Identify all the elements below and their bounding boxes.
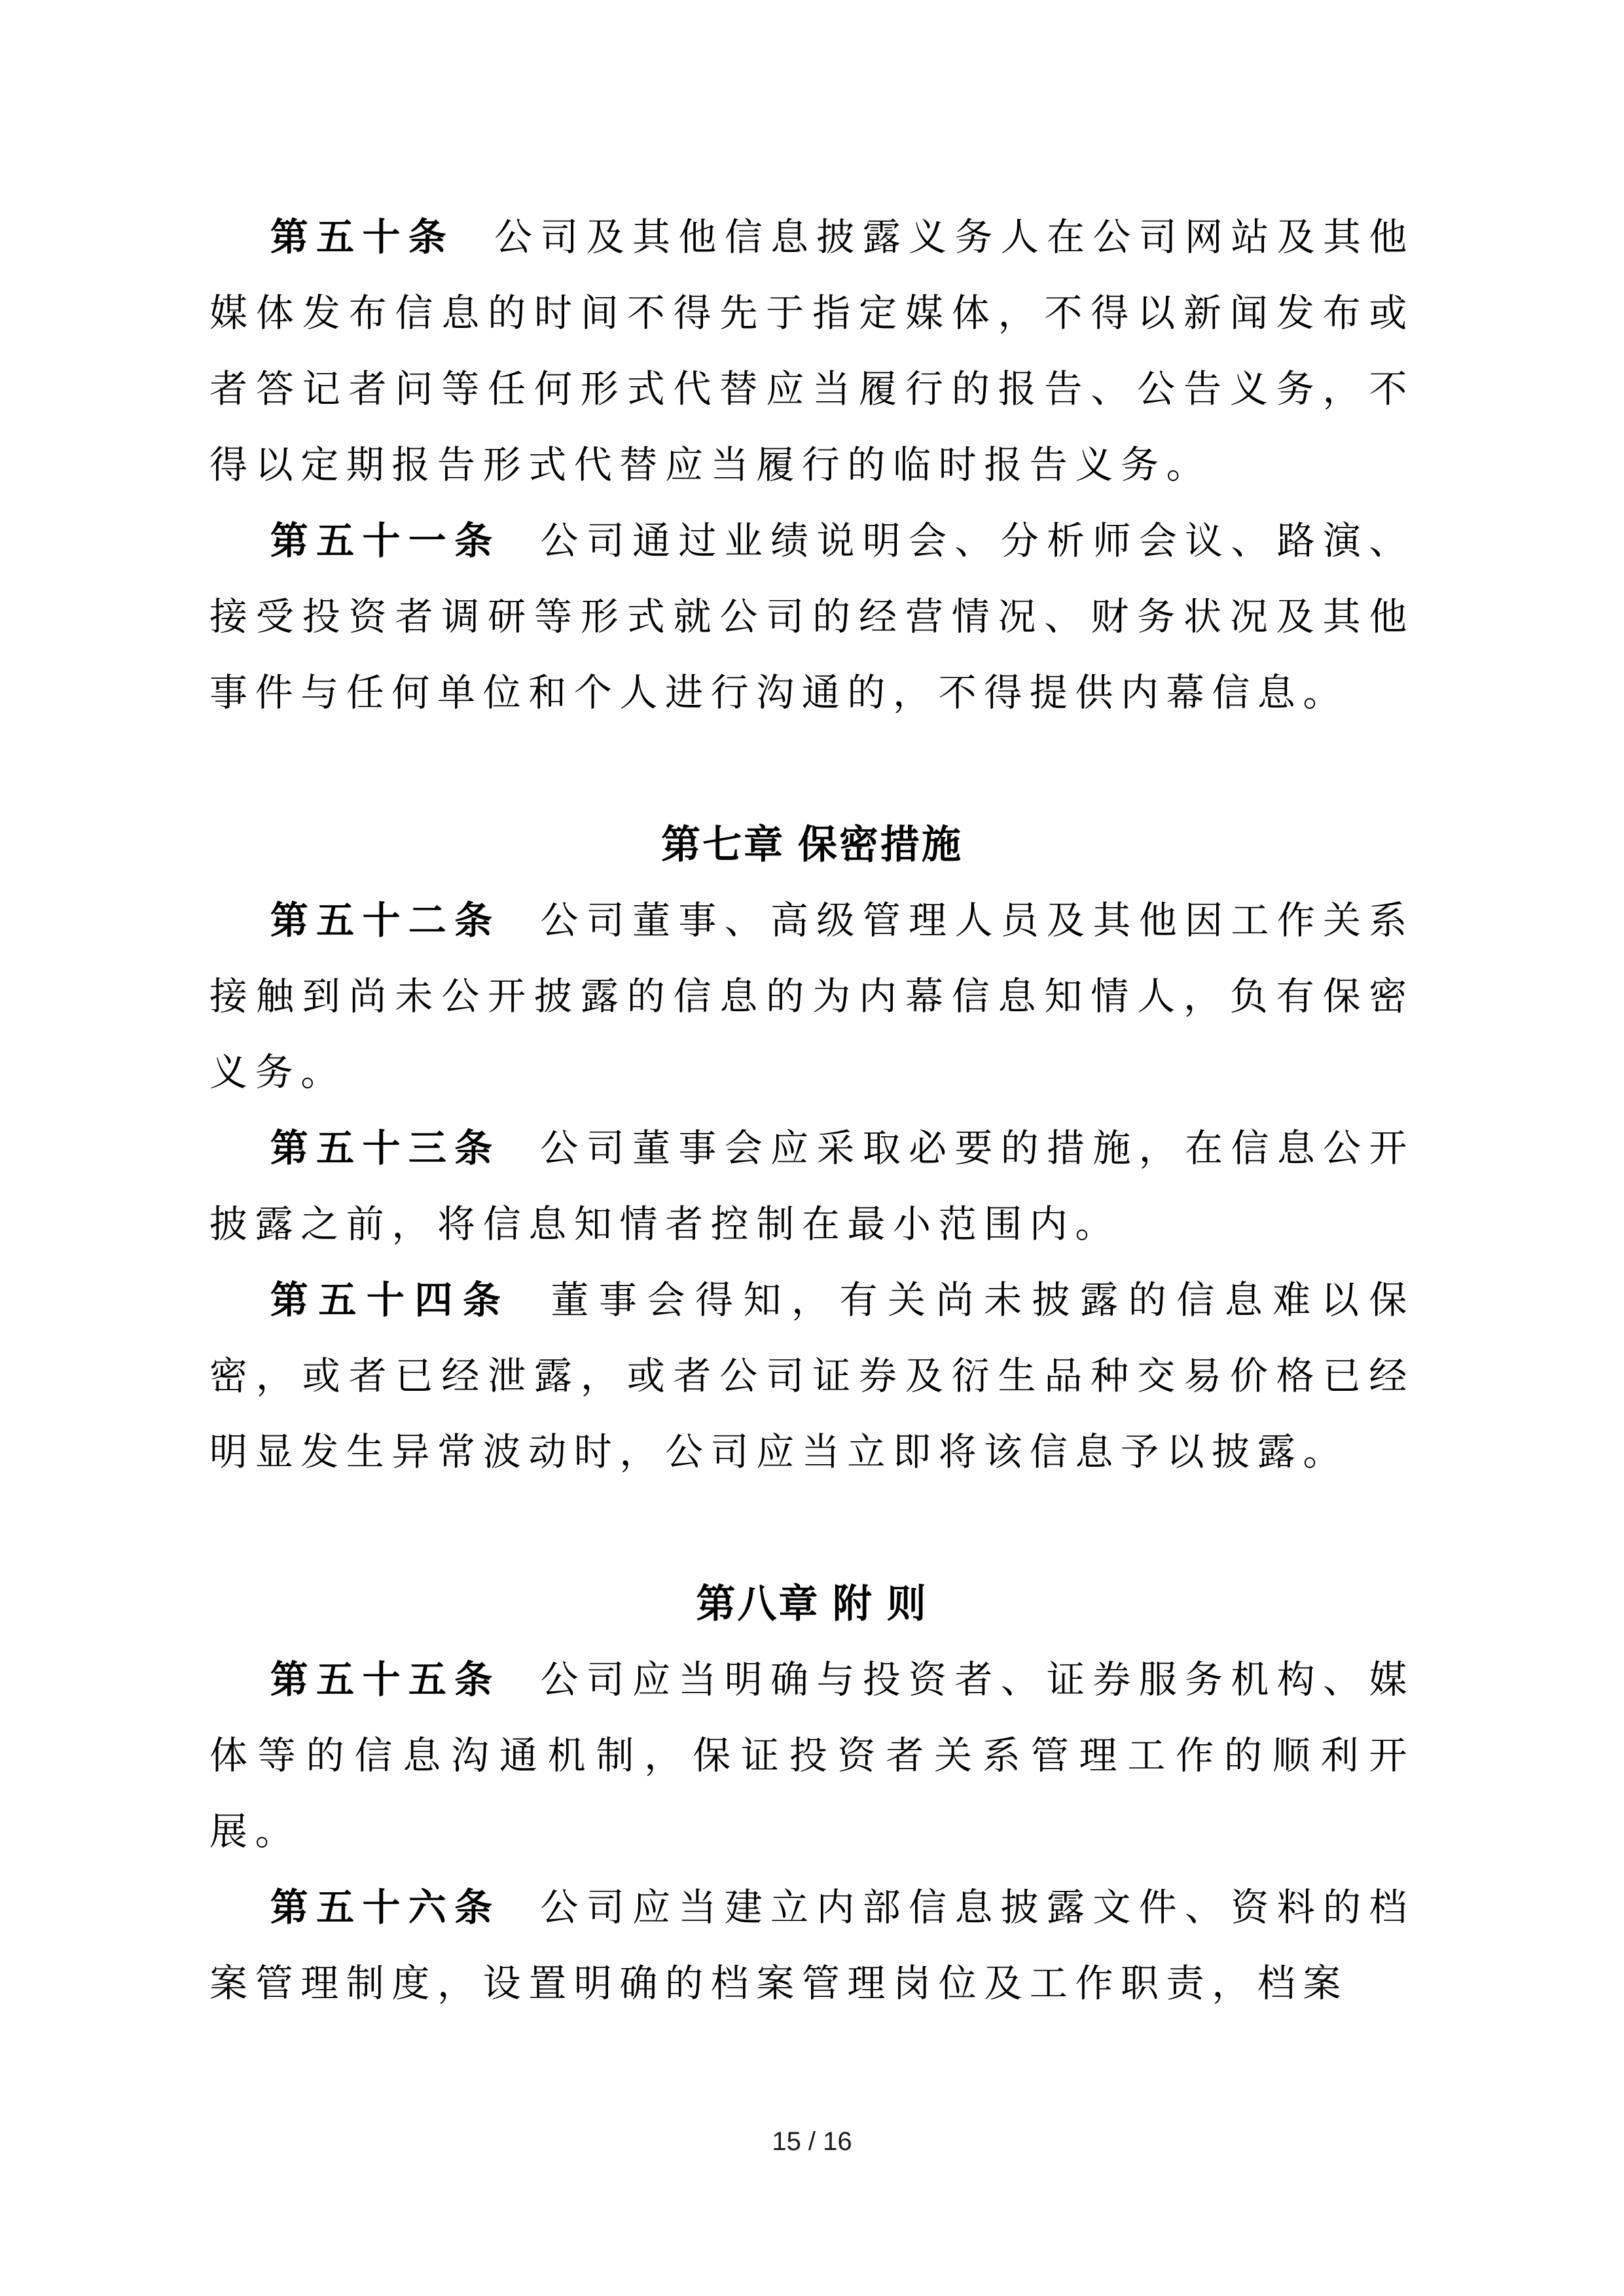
article-50-text: 公司及其他信息披露义务人在公司网站及其他媒体发布信息的时间不得先于指定媒体，不得以新闻发布或者答记者问等任何形式代替应当履行的报告、公告义务，不得以定期报告形式代替应当履行的临时报告义务。 xyxy=(209,216,1415,486)
article-56-paragraph xyxy=(209,1870,1415,2022)
article-53-number: 第五十三条 xyxy=(270,1127,501,1170)
article-50-number: 第五十条 xyxy=(270,216,455,259)
article-51-paragraph xyxy=(209,503,1415,731)
chapter-7-heading: 第七章 保密措施 xyxy=(661,823,963,867)
article-51-number: 第五十一条 xyxy=(270,520,501,562)
article-52-text: 公司董事、高级管理人员及其他因工作关系接触到尚未公开披露的信息的为内幕信息知情人，负有保密义务。 xyxy=(209,899,1415,1094)
article-52-paragraph xyxy=(209,883,1415,1111)
page-footer xyxy=(0,2126,1624,2157)
page-number: 15 / 16 xyxy=(772,2127,852,2156)
article-54-text: 董事会得知，有关尚未披露的信息难以保密，或者已经泄露，或者公司证券及衍生品种交易价格已经明显发生异常波动时，公司应当立即将该信息予以披露。 xyxy=(209,1279,1415,1473)
article-56-text: 公司应当建立内部信息披露文件、资料的档案管理制度，设置明确的档案管理岗位及工作职责，档案 xyxy=(209,1886,1415,2005)
article-50-paragraph xyxy=(209,200,1415,503)
chapter-8-heading: 第八章 附 则 xyxy=(696,1582,928,1626)
article-52-number: 第五十二条 xyxy=(270,899,501,942)
article-53-text: 公司董事会应采取必要的措施，在信息公开披露之前，将信息知情者控制在最小范围内。 xyxy=(209,1127,1415,1246)
article-53-paragraph xyxy=(209,1111,1415,1263)
article-54-number: 第五十四条 xyxy=(270,1279,511,1321)
article-54-paragraph xyxy=(209,1263,1415,1490)
article-55-number: 第五十五条 xyxy=(270,1659,501,1701)
article-56-number: 第五十六条 xyxy=(270,1886,501,1929)
article-51-text: 公司通过业绩说明会、分析师会议、路演、接受投资者调研等形式就公司的经营情况、财务状况及其他事件与任何单位和个人进行沟通的，不得提供内幕信息。 xyxy=(209,520,1415,714)
article-55-paragraph xyxy=(209,1642,1415,1870)
article-55-text: 公司应当明确与投资者、证券服务机构、媒体等的信息沟通机制，保证投资者关系管理工作的顺利开展。 xyxy=(209,1659,1415,1853)
